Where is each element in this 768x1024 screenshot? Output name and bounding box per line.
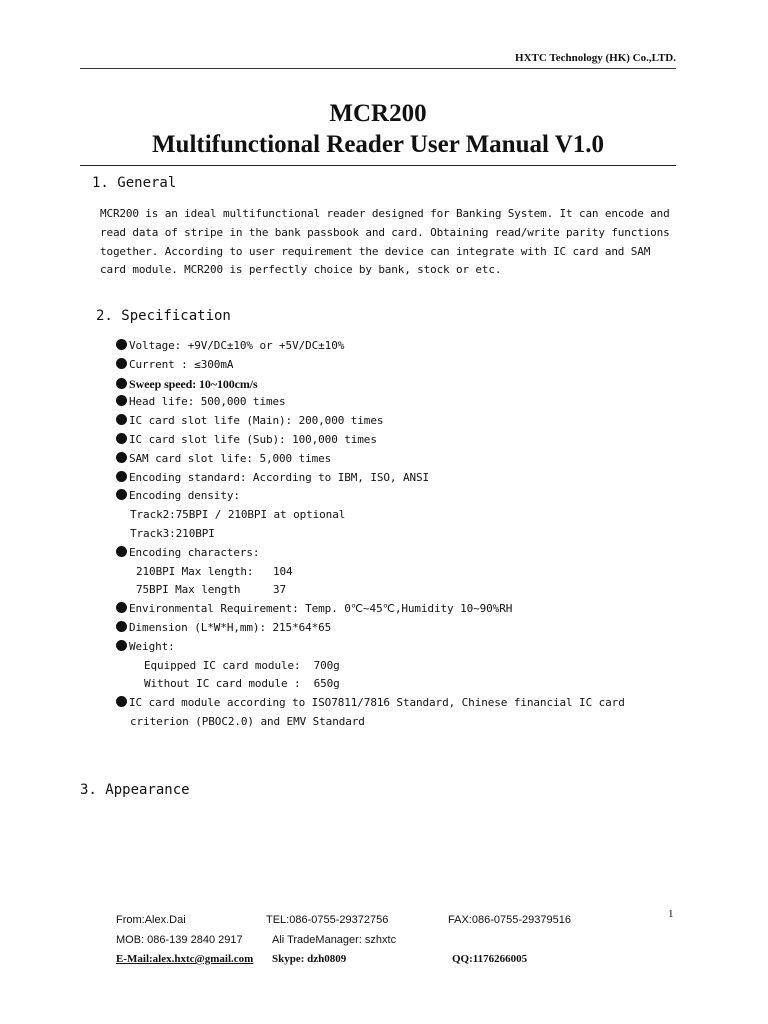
bullet-icon — [116, 433, 127, 444]
footer-fax: FAX:086-0755-29379516 — [448, 914, 571, 926]
spec-subitem: 210BPI Max length: 104 — [136, 564, 293, 578]
spec-item: Dimension (L*W*H,mm): 215*64*65 — [116, 619, 625, 638]
spec-subitem: 75BPI Max length 37 — [136, 583, 287, 597]
spec-item: Sweep speed: 10~100cm/s — [116, 375, 625, 394]
document-title-model: MCR200 — [329, 100, 427, 127]
bullet-icon — [116, 339, 127, 350]
footer-mobile: MOB: 086-139 2840 2917 — [116, 934, 243, 946]
spec-subitem: Track2:75BPI / 210BPI at optional — [130, 508, 346, 522]
spec-subitem: Equipped IC card module: 700g — [144, 658, 340, 672]
spec-item: Encoding density: — [116, 487, 625, 506]
spec-item: IC card slot life (Sub): 100,000 times — [116, 431, 625, 450]
specification-list — [116, 337, 625, 732]
paragraph-line: MCR200 is an ideal multifunctional reader designed for Banking System. It can encode and — [100, 207, 670, 220]
bullet-icon — [116, 414, 127, 425]
spec-item: Weight: — [116, 638, 625, 657]
spec-item: SAM card slot life: 5,000 times — [116, 450, 625, 469]
footer-email-link[interactable]: E-Mail:alex.hxtc@gmail.com — [116, 953, 254, 965]
paragraph-line: read data of stripe in the bank passbook and card. Obtaining read/write parity functions — [100, 225, 670, 239]
spec-subitem: Track3:210BPI — [130, 526, 215, 540]
section-heading-specification: 2. Specification — [96, 308, 231, 324]
bullet-icon — [116, 696, 127, 707]
paragraph-line: together. According to user requirement the device can integrate with IC card and SAM — [100, 244, 651, 258]
bullet-icon — [116, 358, 127, 369]
footer-from: From:Alex.Dai — [116, 914, 186, 926]
spec-item: IC card slot life (Main): 200,000 times — [116, 412, 625, 431]
spec-item-continuation: criterion (PBOC2.0) and EMV Standard — [130, 714, 365, 728]
spec-item: Head life: 500,000 times — [116, 393, 625, 412]
footer-trademanager: Ali TradeManager: szhxtc — [272, 934, 397, 946]
bullet-icon — [116, 471, 127, 482]
bullet-icon — [116, 640, 127, 651]
spec-item: Encoding characters: — [116, 544, 625, 563]
bullet-icon — [116, 621, 127, 632]
header-divider — [80, 68, 676, 69]
section-heading-general: 1. General — [92, 175, 177, 191]
paragraph-line: card module. MCR200 is perfectly choice by bank, stock or etc. — [100, 263, 502, 277]
company-header: HXTC Technology (HK) Co.,LTD. — [515, 52, 676, 64]
bullet-icon — [116, 546, 127, 557]
spec-item: Environmental Requirement: Temp. 0℃~45℃,Humidity 10~90%RH — [116, 600, 625, 619]
bullet-icon — [116, 602, 127, 613]
general-paragraph — [100, 205, 678, 280]
bullet-icon — [116, 489, 127, 500]
section-heading-appearance: 3. Appearance — [80, 782, 190, 798]
spec-item: Encoding standard: According to IBM, ISO, ANSI — [116, 469, 625, 488]
spec-item: Voltage: +9V/DC±10% or +5V/DC±10% — [116, 337, 625, 356]
spec-subitem: Without IC card module : 650g — [144, 677, 340, 691]
footer-tel: TEL:086-0755-29372756 — [266, 914, 389, 926]
spec-item: IC card module according to ISO7811/7816 Standard, Chinese financial IC card — [116, 694, 625, 713]
bullet-icon — [116, 452, 127, 463]
bullet-icon — [116, 378, 127, 389]
page-number: 1 — [668, 908, 674, 920]
footer-skype: Skype: dzh0809 — [272, 953, 347, 965]
footer-qq: QQ:1176266005 — [452, 953, 528, 965]
title-divider — [80, 165, 676, 166]
document-title-manual: Multifunctional Reader User Manual V1.0 — [151, 131, 605, 158]
bullet-icon — [116, 395, 127, 406]
spec-item: Current : ≤300mA — [116, 356, 625, 375]
